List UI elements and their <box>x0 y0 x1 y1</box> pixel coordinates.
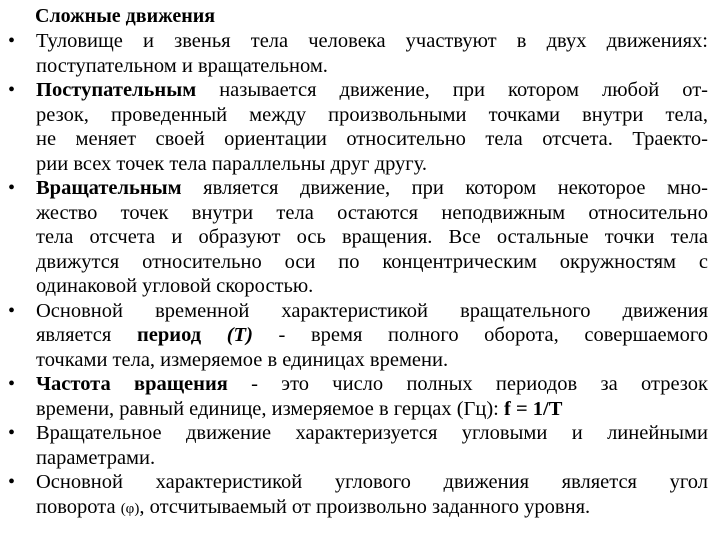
text-run: параметрами. <box>36 446 156 469</box>
bullet-item <box>0 421 720 470</box>
bullet-item <box>0 372 720 421</box>
bullet-list <box>0 29 720 519</box>
bullet-marker: • <box>8 79 16 101</box>
emphasized-text: Частота вращения <box>36 373 228 395</box>
text-run: одинаковой угловой скоростью. <box>36 275 314 297</box>
text-line <box>36 29 708 54</box>
emphasized-text: Поступательным <box>36 79 197 101</box>
bullet-item <box>0 299 720 373</box>
text-run: является движение, при котором некоторое мно- <box>181 177 708 199</box>
slide-title: Сложные движения <box>35 5 216 27</box>
text-line <box>36 225 708 250</box>
text-line <box>36 495 708 520</box>
text-line <box>36 152 708 177</box>
text-line <box>36 372 708 397</box>
text-line <box>36 470 708 495</box>
text-run: , отсчитываемый от произвольно заданного уровня. <box>139 495 591 518</box>
text-run: Туловище и звенья тела человека участвуют в двух движениях: <box>36 30 708 52</box>
text-run: рии всех точек тела параллельны друг другу. <box>36 152 428 175</box>
bullet-marker: • <box>8 177 16 199</box>
bullet-marker: • <box>8 299 16 322</box>
emphasized-text: f = 1/T <box>504 397 563 420</box>
bullet-marker: • <box>8 30 16 52</box>
text-line <box>36 201 708 226</box>
bullet-item <box>0 176 720 299</box>
text-line <box>36 176 708 201</box>
text-run: резок, проведенный между произвольными точками внутри тела, <box>36 103 708 126</box>
text-run: не меняет своей ориентации относительно тела отсчета. Траекто- <box>36 128 708 150</box>
text-line <box>36 397 708 422</box>
text-run <box>201 324 227 346</box>
emphasized-text: (φ) <box>120 500 140 517</box>
text-line <box>36 127 708 152</box>
text-line <box>36 446 708 471</box>
text-run: Вращательное движение характеризуется угловыми и линейными <box>36 422 708 444</box>
emphasized-text: период <box>136 324 202 346</box>
text-run: - время полного оборота, совершаемого <box>252 324 708 346</box>
bullet-marker: • <box>8 422 16 444</box>
text-run: тела отсчета и образуют ось вращения. Все остальные точки тела <box>36 226 708 248</box>
text-run: поступательном и вращательном. <box>36 54 328 77</box>
bullet-marker: • <box>8 471 16 493</box>
text-run: времени, равный единице, измеряемое в герцах (Гц): <box>36 397 505 420</box>
text-run: поворота <box>36 495 121 518</box>
text-line <box>36 250 708 275</box>
text-line <box>36 348 708 373</box>
text-run: точками тела, измеряемое в единицах времени. <box>36 348 449 371</box>
text-line <box>36 274 708 299</box>
text-line <box>36 78 708 103</box>
emphasized-text: Вращательным <box>36 177 182 199</box>
text-run: движутся относительно оси по концентрическим окружностям с <box>36 250 708 273</box>
text-line <box>36 421 708 446</box>
bullet-item <box>0 78 720 176</box>
text-line <box>36 54 708 79</box>
text-run: называется движение, при котором любой от- <box>196 79 708 101</box>
text-line <box>36 323 708 348</box>
text-line <box>36 103 708 128</box>
text-line <box>36 299 708 324</box>
emphasized-text: (T) <box>226 324 253 346</box>
text-run: является <box>36 324 137 346</box>
text-run: Основной временной характеристикой вращательного движения <box>36 299 708 322</box>
bullet-item <box>0 470 720 519</box>
bullet-marker: • <box>8 373 16 395</box>
text-run: - это число полных периодов за отрезок <box>227 373 708 395</box>
bullet-item <box>0 29 720 78</box>
text-run: Основной характеристикой углового движения является угол <box>36 471 708 493</box>
text-run: жество точек внутри тела остаются неподвижным относительно <box>36 201 708 224</box>
